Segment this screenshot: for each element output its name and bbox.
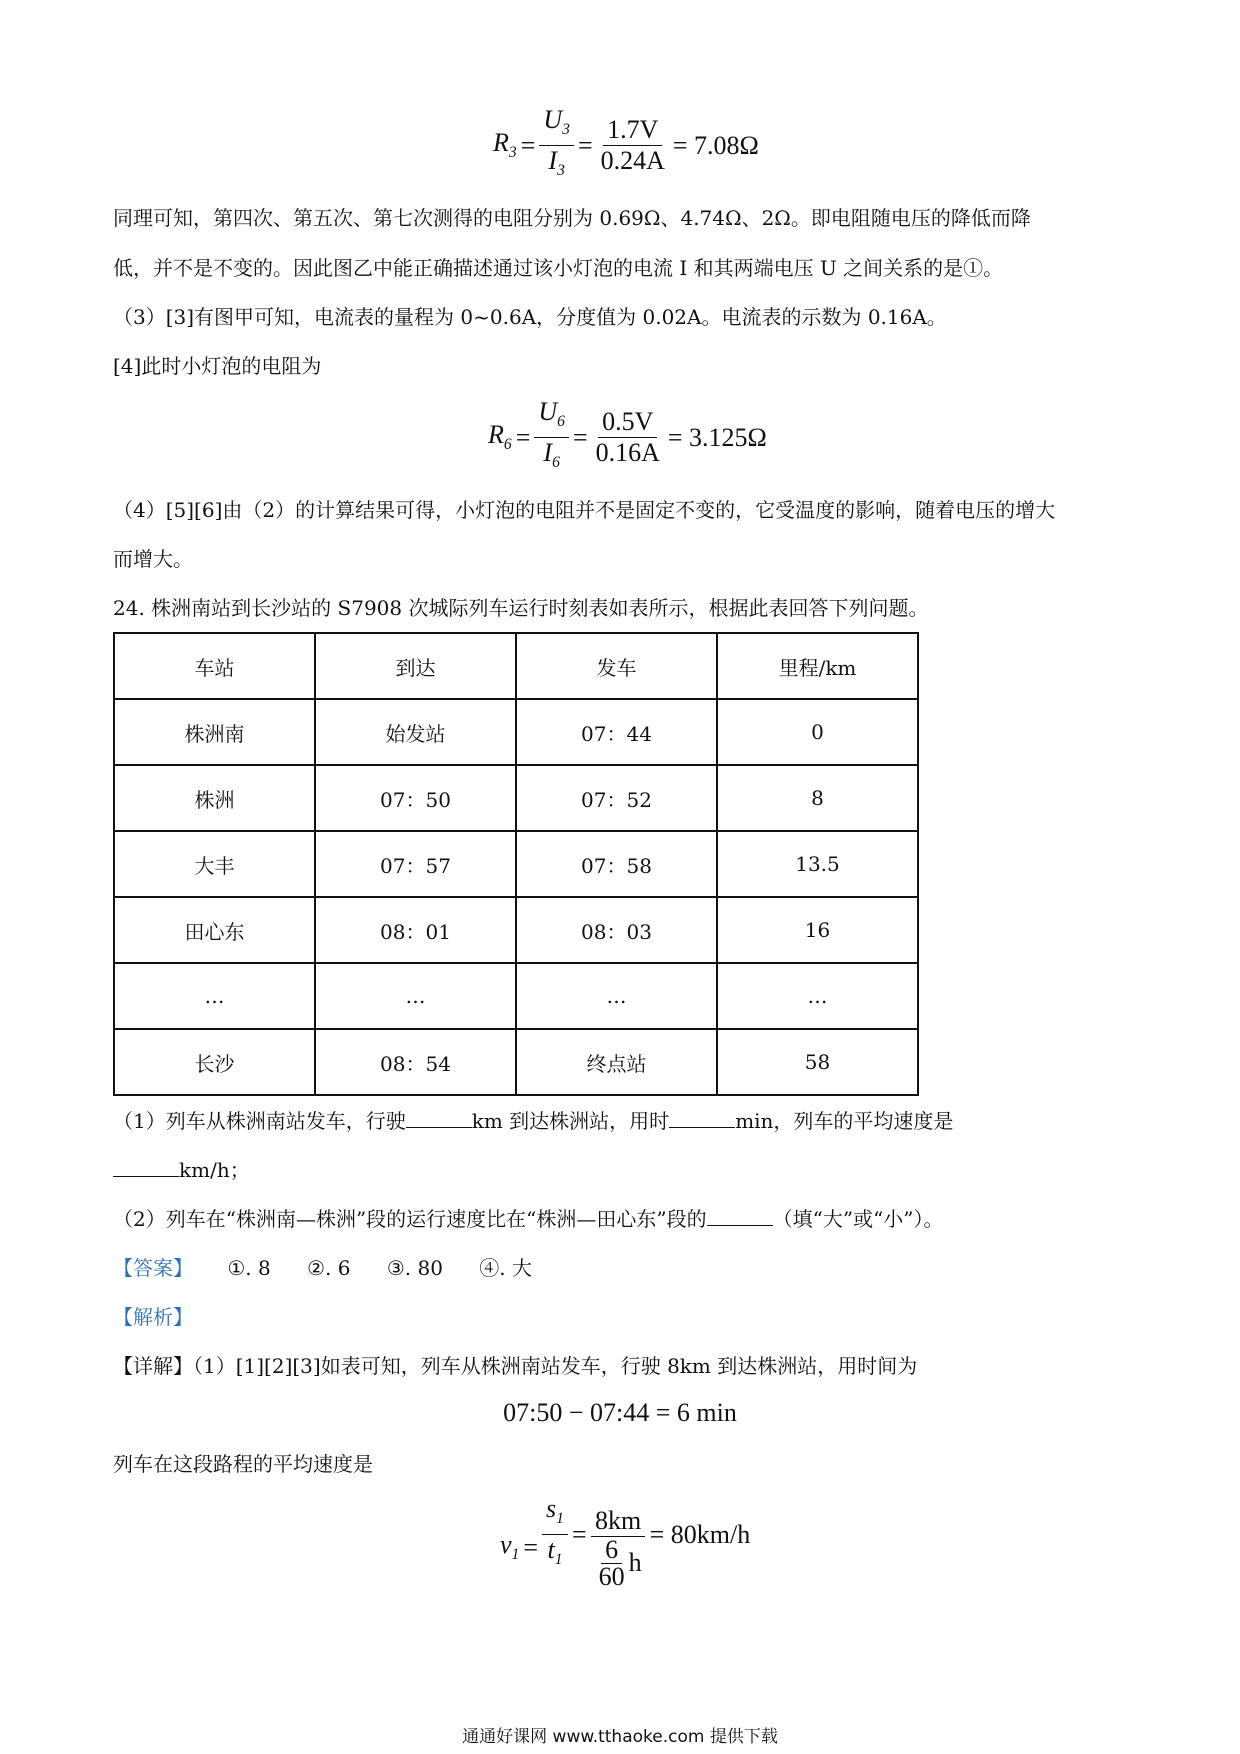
sub-question-1-cont: km/h； [113, 1156, 250, 1184]
header-cell: 里程/km [717, 633, 918, 699]
answer-blank [406, 1107, 472, 1128]
v1-result: = 80km/h [649, 1519, 751, 1549]
header-cell: 车站 [114, 633, 315, 699]
r3-result: = 7.08Ω [672, 130, 759, 160]
table-cell: 07：52 [516, 765, 717, 831]
table-cell: … [114, 963, 315, 1029]
table-cell: 大丰 [114, 831, 315, 897]
r6-result: = 3.125Ω [667, 422, 767, 452]
table-row [114, 699, 918, 765]
table-row [114, 963, 918, 1029]
r3-symbol: $R_3$ [493, 128, 517, 162]
question-24: 24. 株洲南站到长沙站的 S7908 次城际列车运行时刻表如表所示，根据此表回答下列问题。 [113, 596, 929, 620]
r6-value-fraction: $\frac{0.5V}{0.16A}$ [595, 407, 660, 467]
table-cell: 07：44 [516, 699, 717, 765]
answer-blank [113, 1156, 179, 1177]
header-cell: 发车 [516, 633, 717, 699]
paragraph-6: 而增大。 [113, 547, 193, 571]
v1-value-fraction: 8km $\frac{6}{60}$ h [591, 1506, 646, 1590]
table-cell: 08：01 [315, 897, 516, 963]
table-cell: 07：57 [315, 831, 516, 897]
sub-question-1: （1）列车从株洲南站发车，行驶 km 到达株洲站，用时 min，列车的平均速度是 [113, 1109, 954, 1133]
v1-symbol: $v_1$ [500, 1530, 520, 1564]
table-cell: … [315, 963, 516, 1029]
sub-question-2: （2）列车在“株洲南—株洲”段的运行速度比在“株洲—田心东”段的 （填“大”或“小”）。 [113, 1207, 944, 1231]
equation-r3: $R_3$ = $\frac{U_3}{I_3}$ = $\frac{1.7V}{0.24A}$ = 7.08Ω [493, 108, 759, 183]
table-cell: 07：50 [315, 765, 516, 831]
r3-ui-fraction: $\frac{U_3}{I_3}$ [539, 105, 574, 186]
answer-blank [669, 1107, 735, 1128]
table-cell: 08：03 [516, 897, 717, 963]
r6-ui-fraction: $\frac{U_6}{I_6}$ [534, 397, 569, 478]
analysis-label: 【解析】 [113, 1305, 193, 1329]
table-cell: 始发站 [315, 699, 516, 765]
answer-line [113, 1254, 532, 1282]
r3-value-fraction: $\frac{1.7V}{0.24A}$ [600, 115, 665, 175]
velocity-equation: $v_1$ = $\frac{s_1}{t_1}$ = 8km $\frac{6}{60}$ h = 80km/h [500, 1493, 751, 1591]
detail-line: 【详解】（1）[1][2][3]如表可知，列车从株洲南站发车，行驶 8km 到达株洲站，用时间为 [113, 1354, 918, 1378]
paragraph-4: [4]此时小灯泡的电阻为 [113, 354, 322, 378]
table-row [114, 831, 918, 897]
table-cell: 16 [717, 897, 918, 963]
paragraph-3: （3）[3]有图甲可知，电流表的量程为 0~0.6A，分度值为 0.02A。电流表的示数为 0.16A。 [113, 305, 947, 329]
table-row [114, 1029, 918, 1095]
table-cell: … [516, 963, 717, 1029]
answer-item: ③. 80 [386, 1256, 443, 1280]
paragraph-2: 低，并不是不变的。因此图乙中能正确描述通过该小灯泡的电流 I 和其两端电压 U 之间关系的是①。 [113, 256, 1004, 280]
v1-st-fraction: $\frac{s_1}{t_1}$ [542, 1494, 568, 1575]
answer-item: ①. 8 [227, 1256, 271, 1280]
answer-label: 【答案】 [113, 1256, 193, 1280]
r6-symbol: $R_6$ [488, 420, 512, 454]
detail-label: 【详解】 [113, 1354, 193, 1378]
speed-paragraph: 列车在这段路程的平均速度是 [113, 1452, 373, 1476]
table-cell: 58 [717, 1029, 918, 1095]
table-cell: 株洲南 [114, 699, 315, 765]
answer-item: ②. 6 [307, 1256, 351, 1280]
time-sub-fraction: $\frac{6}{60}$ [598, 1534, 625, 1591]
table-cell: 长沙 [114, 1029, 315, 1095]
table-cell: … [717, 963, 918, 1029]
table-cell: 08：54 [315, 1029, 516, 1095]
train-timetable [113, 632, 919, 1096]
table-cell: 8 [717, 765, 918, 831]
header-cell: 到达 [315, 633, 516, 699]
table-header-row [114, 633, 918, 699]
page-footer: 通通好课网 www.tthaoke.com 提供下载 [462, 1727, 778, 1747]
answer-item: ④. 大 [479, 1256, 532, 1280]
paragraph-5: （4）[5][6]由（2）的计算结果可得，小灯泡的电阻并不是固定不变的，它受温度的影响，随着电压的增大 [113, 498, 1056, 522]
answer-blank [707, 1205, 773, 1226]
table-cell: 株洲 [114, 765, 315, 831]
table-cell: 13.5 [717, 831, 918, 897]
table-row [114, 765, 918, 831]
time-equation: 07:50 − 07:44 = 6 min [503, 1398, 737, 1427]
table-cell: 终点站 [516, 1029, 717, 1095]
table-cell: 田心东 [114, 897, 315, 963]
table-cell: 0 [717, 699, 918, 765]
equation-r6: $R_6$ = $\frac{U_6}{I_6}$ = $\frac{0.5V}{0.16A}$ = 3.125Ω [488, 400, 767, 475]
table-cell: 07：58 [516, 831, 717, 897]
table-row [114, 897, 918, 963]
paragraph-1: 同理可知，第四次、第五次、第七次测得的电阻分别为 0.69Ω、4.74Ω、2Ω。即电阻随电压的降低而降 [113, 206, 1031, 230]
